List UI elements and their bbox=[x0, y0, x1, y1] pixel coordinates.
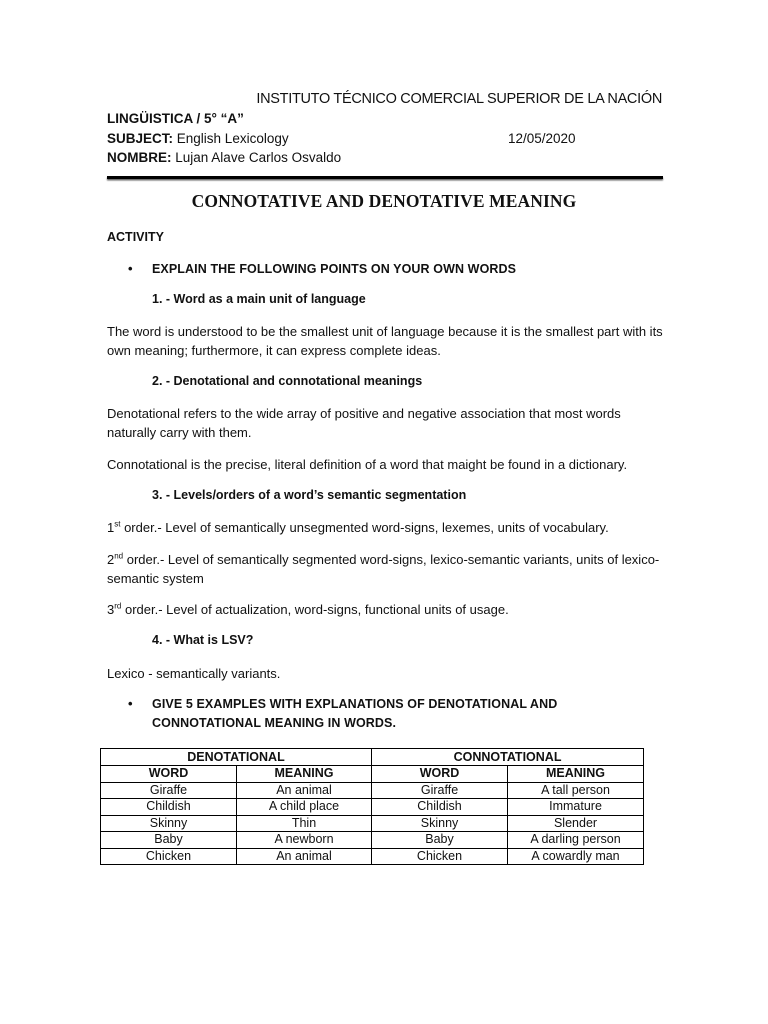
order-3-item: 3rd order.- Level of actualization, word-signs, functional units of usage. bbox=[107, 601, 509, 617]
question-2-answer-connotational: Connotational is the precise, literal definition of a word that maight be found in a dictionary. bbox=[107, 457, 628, 472]
course-line bbox=[107, 111, 244, 126]
subject-line bbox=[107, 131, 289, 146]
connotational-meaning-cell: A cowardly man bbox=[508, 848, 644, 865]
order-1-item: 1st order.- Level of semantically unsegmented word-signs, lexemes, units of vocabulary. bbox=[107, 519, 609, 535]
question-2-heading: 2. - Denotational and connotational meanings bbox=[152, 374, 423, 388]
header-divider bbox=[107, 176, 663, 179]
document-title: CONNOTATIVE AND DENOTATIVE MEANING bbox=[191, 191, 577, 211]
bullet-icon: • bbox=[128, 696, 133, 711]
denotational-meaning-cell: An animal bbox=[237, 848, 372, 865]
connotational-word-cell: Giraffe bbox=[372, 782, 508, 799]
course-label: LINGÜISTICA / 5° “A” bbox=[107, 111, 244, 126]
institution-name: INSTITUTO TÉCNICO COMERCIAL SUPERIOR DE LA NACIÓN bbox=[256, 91, 662, 107]
connotational-meaning-cell: A tall person bbox=[508, 782, 644, 799]
document-date: 12/05/2020 bbox=[508, 131, 576, 146]
bullet-icon: • bbox=[128, 261, 133, 276]
denotational-meaning-cell: A newborn bbox=[237, 832, 372, 849]
column-header-word: WORD bbox=[101, 766, 237, 783]
column-header-word: WORD bbox=[372, 766, 508, 783]
denotational-word-cell: Baby bbox=[101, 832, 237, 849]
denotational-word-cell: Skinny bbox=[101, 815, 237, 832]
question-4-answer: Lexico - semantically variants. bbox=[107, 666, 281, 681]
activity-heading: ACTIVITY bbox=[107, 230, 164, 244]
connotational-word-cell: Childish bbox=[372, 799, 508, 816]
order-2-item: 2nd order.- Level of semantically segmented word-signs, lexico-semantic variants, units of lexico-semantic system bbox=[107, 551, 660, 586]
name-label: NOMBRE: bbox=[107, 150, 172, 165]
connotational-meaning-cell: Immature bbox=[508, 799, 644, 816]
subject-value: English Lexicology bbox=[176, 131, 289, 146]
meanings-table bbox=[100, 748, 644, 865]
column-header-meaning: MEANING bbox=[508, 766, 644, 783]
name-value: Lujan Alave Carlos Osvaldo bbox=[175, 150, 342, 165]
connotational-meaning-cell: Slender bbox=[508, 815, 644, 832]
table-row bbox=[101, 782, 644, 799]
question-1-answer: The word is understood to be the smallest unit of language because it is the smallest part with its own meaning; furthermore, it can express complete ideas. bbox=[107, 324, 663, 358]
question-2-answer-denotational: Denotational refers to the wide array of positive and negative association that most words naturally carry with them. bbox=[107, 406, 621, 440]
column-header-meaning: MEANING bbox=[237, 766, 372, 783]
connotational-word-cell: Baby bbox=[372, 832, 508, 849]
connotational-meaning-cell: A darling person bbox=[508, 832, 644, 849]
question-3-heading: 3. - Levels/orders of a word’s semantic segmentation bbox=[152, 488, 467, 502]
table-row bbox=[101, 799, 644, 816]
table-row bbox=[101, 848, 644, 865]
connotational-word-cell: Chicken bbox=[372, 848, 508, 865]
connotational-group-header: CONNOTATIONAL bbox=[372, 749, 644, 766]
name-line bbox=[107, 150, 341, 165]
question-1-heading: 1. - Word as a main unit of language bbox=[152, 292, 366, 306]
bullet-examples-heading: GIVE 5 EXAMPLES WITH EXPLANATIONS OF DENOTATIONAL AND CONNOTATIONAL MEANING IN WORDS. bbox=[152, 697, 558, 730]
question-4-heading: 4. - What is LSV? bbox=[152, 633, 254, 647]
denotational-group-header: DENOTATIONAL bbox=[101, 749, 372, 766]
table-row bbox=[101, 832, 644, 849]
denotational-word-cell: Giraffe bbox=[101, 782, 237, 799]
connotational-word-cell: Skinny bbox=[372, 815, 508, 832]
denotational-meaning-cell: Thin bbox=[237, 815, 372, 832]
table-row bbox=[101, 815, 644, 832]
bullet-explain-heading: EXPLAIN THE FOLLOWING POINTS ON YOUR OWN WORDS bbox=[152, 262, 517, 276]
subject-label: SUBJECT: bbox=[107, 131, 174, 146]
denotational-word-cell: Childish bbox=[101, 799, 237, 816]
denotational-word-cell: Chicken bbox=[101, 848, 237, 865]
denotational-meaning-cell: A child place bbox=[237, 799, 372, 816]
denotational-meaning-cell: An animal bbox=[237, 782, 372, 799]
